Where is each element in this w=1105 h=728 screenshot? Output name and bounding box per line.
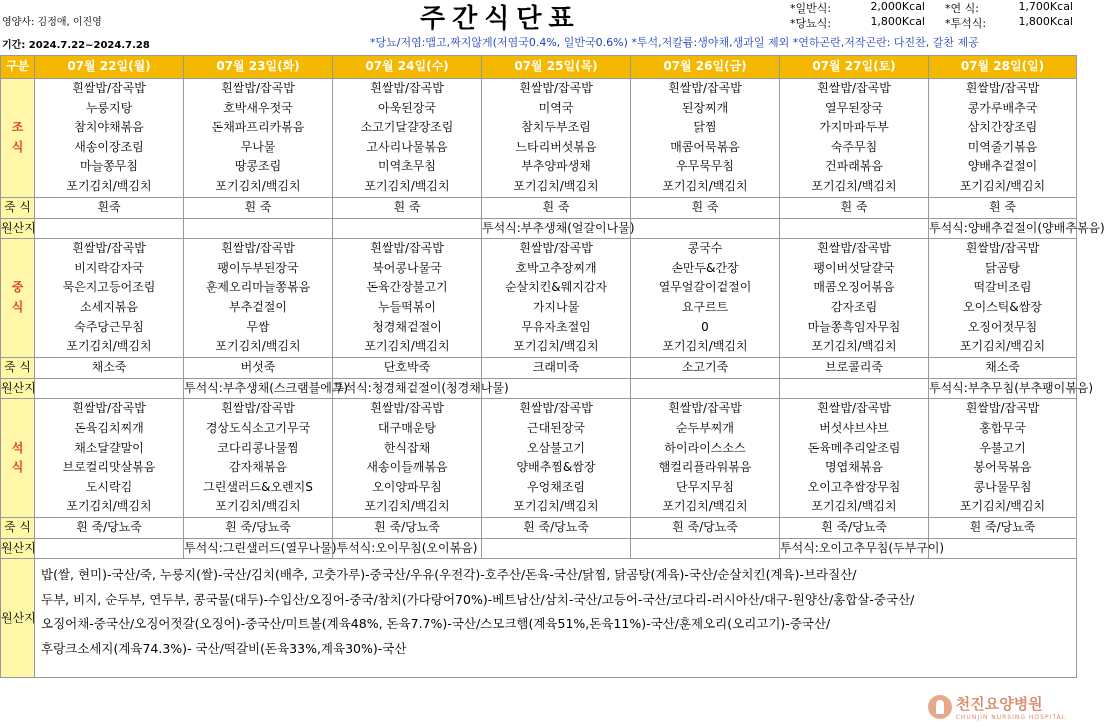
origin-note-cell: 투석식:부추생채(얼갈이나물) <box>482 218 631 239</box>
dish-item: 햄컬리플라워볶음 <box>658 460 752 475</box>
dish-item: 훈제오리마늘쫑볶음 <box>205 280 311 295</box>
dish-item: 묵은지고등어조림 <box>62 280 156 295</box>
origin-note-cell <box>35 538 184 559</box>
porridge-cell: 흰죽 <box>35 197 184 218</box>
dish-item: 미역줄기볶음 <box>967 139 1038 154</box>
dish-item: 오이양파무침 <box>372 479 442 494</box>
dish-item: 명엽채볶음 <box>825 460 883 475</box>
dish-item: 단무지무침 <box>676 479 734 494</box>
dish-item: 팽이버섯달걀국 <box>813 260 895 275</box>
origin-row <box>1 378 1077 399</box>
dish-item: 새송이들깨볶음 <box>366 460 448 475</box>
dish-item: 돈육메추리알조림 <box>807 440 901 455</box>
dish-item: 순살치킨&웨지감자 <box>504 280 608 295</box>
dish-item: 포기김치/백김치 <box>513 499 599 514</box>
dish-item: 오징어젓무침 <box>967 319 1038 334</box>
weekly-menu-table <box>0 55 1105 678</box>
day-header: 07월 28일(일) <box>929 56 1077 79</box>
dish-item: 미역국 <box>538 100 574 115</box>
porridge-cell: 흰 죽/당뇨죽 <box>184 517 333 538</box>
dish-item: 북어콩나물국 <box>372 260 442 275</box>
dish-item: 소고기달걀장조림 <box>360 120 454 135</box>
dish-item: 오이스틱&쌈장 <box>963 299 1042 314</box>
dish-item: 포기김치/백김치 <box>959 178 1046 193</box>
dish-item: 흰쌀밥/잡곡밥 <box>370 81 444 95</box>
porridge-row <box>1 357 1077 378</box>
origin-row <box>1 538 1077 559</box>
origin-note-cell <box>631 538 780 559</box>
dish-item: 흰쌀밥/잡곡밥 <box>817 241 891 256</box>
porridge-cell: 흰 죽/당뇨죽 <box>929 517 1077 538</box>
dish-item: 흰쌀밥/잡곡밥 <box>668 81 742 95</box>
origin-note-cell <box>482 538 631 559</box>
origin-label: 원산지 <box>1 538 35 559</box>
dish-item: 흰쌀밥/잡곡밥 <box>519 241 593 256</box>
dish-item: 흰쌀밥/잡곡밥 <box>817 401 891 416</box>
dish-item: 경상도식소고기무국 <box>205 420 311 435</box>
porridge-cell: 크래미죽 <box>482 357 631 378</box>
origin-note-cell: 투석식:청경채겉절이(청경채나물) <box>333 378 482 399</box>
porridge-cell: 채소죽 <box>929 357 1077 378</box>
dish-item: 흰쌀밥/잡곡밥 <box>221 81 295 95</box>
meal-row <box>1 399 1077 518</box>
day-dishes-cell <box>929 79 1077 198</box>
dish-item: 참치두부조림 <box>521 120 591 135</box>
day-dishes-cell <box>780 239 929 358</box>
dish-item: 미역초무침 <box>378 159 436 174</box>
dish-item: 무나물 <box>240 139 276 154</box>
dish-item: 콩국수 <box>687 241 723 256</box>
dish-item: 0 <box>701 319 709 334</box>
page-title: 주간식단표 <box>420 4 581 34</box>
origin-note-cell: 투석식:오이고추무침(두부구이) <box>780 538 929 559</box>
top-header: 영양사: 김정애, 이진영 주간식단표 *일반식: 2,000Kcal *연 식: 1,700Kcal *당뇨식: 1,800Kcal *투석식: 1,800Kcal <box>2 0 1073 34</box>
day-dishes-cell <box>35 399 184 518</box>
porridge-cell: 버섯죽 <box>184 357 333 378</box>
hospital-logo <box>928 693 1066 721</box>
origin-note-cell <box>929 538 1077 559</box>
dish-item: 버섯샤브샤브 <box>819 420 889 435</box>
dish-item: 매콤어묵볶음 <box>670 139 740 154</box>
porridge-cell: 흰 죽 <box>780 197 929 218</box>
meal-row <box>1 239 1077 358</box>
dish-item: 흰쌀밥/잡곡밥 <box>72 401 146 416</box>
origin-note-cell <box>780 378 929 399</box>
dish-item: 땅콩조림 <box>234 159 282 174</box>
dietitian-names: 영양사: 김정애, 이진영 <box>2 17 102 28</box>
dish-item: 근대된장국 <box>527 420 585 435</box>
dish-item: 포기김치/백김치 <box>364 178 450 193</box>
dish-item: 흰쌀밥/잡곡밥 <box>817 81 891 95</box>
dish-item: 콩가루배추국 <box>967 100 1038 115</box>
porridge-cell: 흰 죽/당뇨죽 <box>482 517 631 538</box>
dish-item: 흰쌀밥/잡곡밥 <box>221 241 295 256</box>
dish-item: 흰쌀밥/잡곡밥 <box>668 401 742 416</box>
origin-note-cell <box>35 218 184 239</box>
day-dishes-cell <box>333 79 482 198</box>
dish-item: 양배추겉절이 <box>967 159 1038 174</box>
dish-item: 돈육간장불고기 <box>366 280 448 295</box>
origin-note-cell <box>184 218 333 239</box>
dish-item: 흰쌀밥/잡곡밥 <box>72 81 146 95</box>
day-dishes-cell <box>631 239 780 358</box>
dish-item: 포기김치/백김치 <box>215 499 301 514</box>
porridge-cell: 흰 죽 <box>184 197 333 218</box>
dish-item: 우엉채조림 <box>527 479 585 494</box>
dish-item: 열무얼갈이겉절이 <box>658 280 752 295</box>
dish-item: 호박새우젓국 <box>223 100 293 115</box>
period-text: 기간: 2024.7.22~2024.7.28 <box>2 40 150 51</box>
dish-item: 요구르트 <box>681 299 729 314</box>
dish-item: 포기김치/백김치 <box>811 499 897 514</box>
origin-line: 후랑크소세지(계육74.3%)- 국산/떡갈비(돈육33%,계육30%)-국산 <box>41 640 407 656</box>
porridge-label: 죽 식 <box>1 357 35 378</box>
dish-item: 누룽지탕 <box>85 100 133 115</box>
day-dishes-cell <box>35 79 184 198</box>
diet-notice: *당뇨/저염:맵고,짜지않게(저염국0.4%, 일반국0.6%) *투석,저칼륨:생야채,생과일 제외 *연하곤란,저작곤란: 다진찬, 갈찬 제공 <box>370 36 979 49</box>
dish-item: 마늘쫑무침 <box>80 159 138 174</box>
day-dishes-cell <box>482 239 631 358</box>
origin-note-cell <box>631 218 780 239</box>
dish-item: 포기김치/백김치 <box>364 339 450 354</box>
day-dishes-cell <box>184 79 333 198</box>
porridge-cell: 흰 죽/당뇨죽 <box>333 517 482 538</box>
porridge-cell: 채소죽 <box>35 357 184 378</box>
porridge-cell: 흰 죽/당뇨죽 <box>780 517 929 538</box>
day-dishes-cell <box>631 79 780 198</box>
origin-note-cell: 투석식:부추생채(스크램블에그) <box>184 378 333 399</box>
porridge-row <box>1 197 1077 218</box>
dish-item: 포기김치/백김치 <box>66 178 152 193</box>
day-dishes-cell <box>184 399 333 518</box>
dish-item: 매콤오징어볶음 <box>813 280 895 295</box>
dish-item: 양배추찜&쌈장 <box>516 460 596 475</box>
dish-item: 된장찌개 <box>681 100 729 115</box>
day-dishes-cell <box>780 399 929 518</box>
dish-item: 가지마파두부 <box>819 120 889 135</box>
day-dishes-cell <box>333 239 482 358</box>
dish-item: 누들떡볶이 <box>378 299 436 314</box>
origin-line: 오징어채-중국산/오징어젓갈(오징어)-중국산/미트볼(계육48%, 돈육7.7%)-국산/스모크햄(계육51%,돈육11%)-국산/훈제오리(오리고기)-중국산/ <box>41 616 831 632</box>
dish-item: 숙주당근무침 <box>74 319 144 334</box>
day-header: 07월 26일(금) <box>631 56 780 79</box>
dish-item: 포기김치/백김치 <box>959 499 1046 514</box>
dish-item: 봉어묵볶음 <box>973 460 1032 475</box>
dish-item: 순두부찌개 <box>676 420 734 435</box>
dish-item: 포기김치/백김치 <box>662 499 748 514</box>
dish-item: 흰쌀밥/잡곡밥 <box>519 401 593 416</box>
dish-item: 청경채겉절이 <box>372 319 442 334</box>
dish-item: 흰쌀밥/잡곡밥 <box>221 401 295 416</box>
dish-item: 손만두&간장 <box>671 260 739 275</box>
porridge-cell: 소고기죽 <box>631 357 780 378</box>
day-dishes-cell <box>482 399 631 518</box>
dish-item: 포기김치/백김치 <box>662 178 748 193</box>
porridge-cell: 흰 죽 <box>631 197 780 218</box>
dish-item: 포기김치/백김치 <box>513 339 599 354</box>
dish-item: 우무묵무침 <box>676 159 734 174</box>
footer-origin-label: 원산지 <box>1 559 35 678</box>
dish-item: 새송이장조림 <box>74 139 144 154</box>
dish-item: 흰쌀밥/잡곡밥 <box>72 241 146 256</box>
origin-label: 원산지 <box>1 218 35 239</box>
dish-item: 그린샐러드&오렌지S <box>203 479 313 494</box>
dish-item: 포기김치/백김치 <box>513 178 599 193</box>
origin-note-cell: 투석식:양배추겉절이(양배추볶음) <box>929 218 1077 239</box>
dish-item: 흰쌀밥/잡곡밥 <box>965 81 1040 95</box>
day-dishes-cell <box>780 79 929 198</box>
dish-item: 하이라이스소스 <box>664 440 746 455</box>
day-header: 07월 22일(월) <box>35 56 184 79</box>
dish-item: 닭곰탕 <box>985 260 1020 275</box>
porridge-cell: 흰 죽 <box>333 197 482 218</box>
day-header: 07월 24일(수) <box>333 56 482 79</box>
origin-label: 원산지 <box>1 378 35 399</box>
dish-item: 포기김치/백김치 <box>215 178 301 193</box>
day-dishes-cell <box>333 399 482 518</box>
dish-item: 코다리콩나물찜 <box>217 440 299 455</box>
day-header: 07월 25일(목) <box>482 56 631 79</box>
dish-item: 참치야채볶음 <box>74 120 144 135</box>
porridge-cell: 흰 죽 <box>482 197 631 218</box>
meal-label: 조 식 <box>1 79 35 198</box>
dish-item: 감자채볶음 <box>229 460 287 475</box>
dish-item: 건파래볶음 <box>825 159 883 174</box>
meal-label: 석 식 <box>1 399 35 518</box>
origin-note-cell <box>333 218 482 239</box>
dish-item: 돈채파프리카볶음 <box>211 120 305 135</box>
dish-item: 포기김치/백김치 <box>959 339 1046 354</box>
dish-item: 흰쌀밥/잡곡밥 <box>965 241 1040 256</box>
dish-item: 포기김치/백김치 <box>811 339 897 354</box>
origin-line: 두부, 비지, 순두부, 연두부, 콩국물(대두)-수입산/오징어-중국/참치(가다랑어70%)-베트남산/삼치-국산/고등어-국산/코다리-러시아산/대구-원양산/홍합살-중국산/ <box>41 591 915 607</box>
dish-item: 감자조림 <box>830 299 878 314</box>
porridge-cell: 흰 죽/당뇨죽 <box>631 517 780 538</box>
dish-item: 고사리나물볶음 <box>366 139 448 154</box>
origin-note-cell <box>780 218 929 239</box>
dish-item: 도시락김 <box>85 479 133 494</box>
origin-footer-row <box>1 559 1077 678</box>
porridge-row <box>1 517 1077 538</box>
origin-note-cell: 투석식:부추무침(부추팽이볶음) <box>929 378 1077 399</box>
day-dishes-cell <box>631 399 780 518</box>
dish-item: 무유자초절임 <box>521 319 591 334</box>
day-dishes-cell <box>35 239 184 358</box>
dish-item: 포기김치/백김치 <box>215 339 301 354</box>
dish-item: 대구매운탕 <box>378 420 436 435</box>
dish-item: 브로컬리맛살볶음 <box>62 460 156 475</box>
porridge-cell: 흰 죽 <box>929 197 1077 218</box>
dish-item: 호박고추장찌개 <box>515 260 597 275</box>
meal-row <box>1 79 1077 198</box>
dish-item: 포기김치/백김치 <box>811 178 897 193</box>
dish-item: 느타리버섯볶음 <box>515 139 597 154</box>
dish-item: 떡갈비조림 <box>973 280 1032 295</box>
dish-item: 우불고기 <box>979 440 1026 455</box>
porridge-label: 죽 식 <box>1 197 35 218</box>
origin-note-cell <box>631 378 780 399</box>
category-header: 구분 <box>1 56 35 79</box>
porridge-cell: 브로콜리죽 <box>780 357 929 378</box>
origin-row <box>1 218 1077 239</box>
dish-item: 채소달걀말이 <box>74 440 144 455</box>
origin-line: 밥(쌀, 현미)-국산/죽, 누룽지(쌀)-국산/김치(배추, 고춧가루)-중국산/우유(우전각)-호주산/돈육-국산/닭찜, 닭곰탕(계육)-국산/순살치킨(계육)-브라질산/ <box>41 567 857 583</box>
dish-item: 포기김치/백김치 <box>66 499 152 514</box>
dish-item: 오이고추쌈장무침 <box>807 479 901 494</box>
dish-item: 콩나물무침 <box>973 479 1032 494</box>
dish-item: 흰쌀밥/잡곡밥 <box>519 81 593 95</box>
dish-item: 마늘쫑흑임자무침 <box>807 319 901 334</box>
info-bar <box>0 33 1076 50</box>
dish-item: 돈육김치찌개 <box>74 420 144 435</box>
dish-item: 포기김치/백김치 <box>364 499 450 514</box>
dish-item: 무쌈 <box>246 319 270 334</box>
origin-text <box>35 559 1077 678</box>
day-header: 07월 27일(토) <box>780 56 929 79</box>
origin-note-cell <box>35 378 184 399</box>
dish-item: 포기김치/백김치 <box>662 339 748 354</box>
dish-item: 닭찜 <box>693 120 717 135</box>
dish-item: 부추양파생채 <box>521 159 591 174</box>
day-dishes-cell <box>482 79 631 198</box>
dish-item: 흰쌀밥/잡곡밥 <box>965 401 1040 416</box>
dish-item: 포기김치/백김치 <box>66 339 152 354</box>
day-header-row <box>1 56 1077 79</box>
dish-item: 아욱된장국 <box>378 100 436 115</box>
origin-note-cell: 투석식:그린샐러드(열무나물) <box>184 538 333 559</box>
dish-item: 열무된장국 <box>825 100 883 115</box>
dish-item: 가지나물 <box>532 299 580 314</box>
logo-name-en: CHUNJIN NURSING HOSPITAL <box>955 714 1066 721</box>
dish-item: 팽이두부된장국 <box>217 260 299 275</box>
dish-item: 소세지볶음 <box>80 299 138 314</box>
logo-name: 천진요양병원 <box>955 695 1043 713</box>
porridge-label: 죽 식 <box>1 517 35 538</box>
dish-item: 비지락감자국 <box>74 260 144 275</box>
day-dishes-cell <box>929 399 1077 518</box>
day-header: 07월 23일(화) <box>184 56 333 79</box>
porridge-cell: 단호박죽 <box>333 357 482 378</box>
day-dishes-cell <box>929 239 1077 358</box>
dish-item: 한식잡채 <box>383 440 431 455</box>
origin-note-cell: 투석식:오이무침(오이볶음) <box>333 538 482 559</box>
meal-label: 중 식 <box>1 239 35 358</box>
dish-item: 홍합무국 <box>979 420 1026 435</box>
dish-item: 흰쌀밥/잡곡밥 <box>370 401 444 416</box>
dish-item: 삼치간장조림 <box>967 120 1038 135</box>
dish-item: 오삼불고기 <box>527 440 585 455</box>
dish-item: 숙주무침 <box>830 139 878 154</box>
dish-item: 흰쌀밥/잡곡밥 <box>370 241 444 256</box>
day-dishes-cell <box>184 239 333 358</box>
dish-item: 부추겉절이 <box>229 299 287 314</box>
porridge-cell: 흰 죽/당뇨죽 <box>35 517 184 538</box>
logo-mark-icon <box>928 695 952 719</box>
